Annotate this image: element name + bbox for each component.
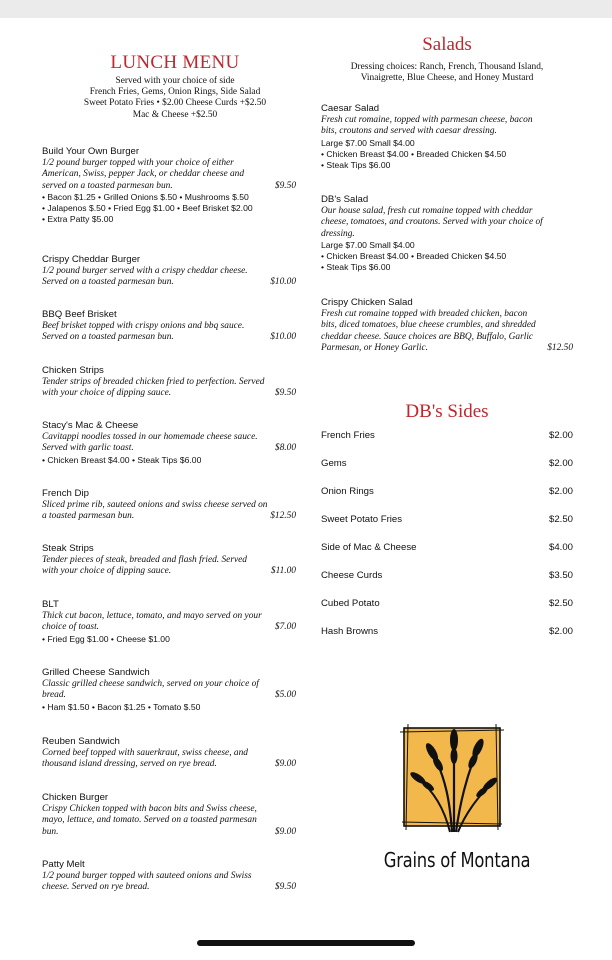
- item-desc-text: bread.: [42, 690, 66, 701]
- salad-item-dbs: [321, 194, 573, 274]
- item-desc: [42, 827, 296, 838]
- side-name: Cheese Curds: [321, 570, 383, 581]
- side-name: Side of Mac & Cheese: [321, 542, 417, 553]
- intro-line: Mac & Cheese +$2.50: [132, 109, 218, 120]
- item-desc-text: Served with garlic toast.: [42, 443, 134, 454]
- item-name: DB's Salad: [321, 194, 369, 205]
- item-desc: Corned beef topped with sauerkraut, swiss cheese, and: [42, 748, 248, 758]
- item-desc-text: a toasted parmesan bun.: [42, 511, 135, 522]
- item-desc: [42, 690, 296, 701]
- item-price: $12.50: [547, 342, 573, 353]
- item-name: French Dip: [42, 488, 89, 499]
- item-addons: • Steak Tips $6.00: [321, 262, 391, 273]
- intro-line: Served with your choice of side: [115, 76, 235, 86]
- item-price: $9.00: [274, 759, 296, 770]
- item-price: $12.50: [270, 511, 296, 522]
- top-status-bar: [0, 0, 612, 18]
- item-desc: [321, 343, 573, 354]
- home-indicator[interactable]: [197, 940, 415, 946]
- item-desc: [42, 181, 296, 192]
- wheat-logo-icon: [390, 708, 530, 838]
- item-desc: [42, 388, 296, 399]
- lunch-intro: [42, 76, 308, 121]
- item-desc: [42, 566, 296, 577]
- menu-item-steak-strips: [42, 543, 296, 578]
- item-desc: Cavitappi noodles tossed in our homemade cheese sauce.: [42, 432, 258, 442]
- item-desc: dressing.: [321, 228, 355, 239]
- menu-item-patty-melt: [42, 859, 296, 894]
- item-name: Grilled Cheese Sandwich: [42, 667, 150, 678]
- side-name: Sweet Potato Fries: [321, 514, 403, 525]
- item-addons: • Jalapenos $.50 • Fried Egg $1.00 • Beef Brisket $2.00: [42, 203, 253, 214]
- menu-item-crispy-cheddar-burger: [42, 254, 296, 289]
- item-desc: American, Swiss, pepper Jack, or cheddar cheese and: [42, 169, 245, 180]
- item-desc: bits, croutons and served with caesar dressing.: [321, 126, 497, 137]
- side-name: Cubed Potato: [321, 598, 380, 609]
- side-name: French Fries: [321, 430, 375, 441]
- salads-title: Salads: [422, 34, 472, 55]
- item-addons: • Ham $1.50 • Bacon $1.25 • Tomato $.50: [42, 701, 201, 712]
- side-name: Gems: [321, 458, 347, 469]
- side-name: Hash Browns: [321, 626, 379, 637]
- item-desc-text: choice of toast.: [42, 622, 100, 633]
- side-price: $2.50: [548, 598, 573, 609]
- item-desc: [42, 443, 296, 454]
- item-desc: 1/2 pound burger topped with sauteed onions and Swiss: [42, 871, 252, 881]
- item-desc: [42, 511, 296, 522]
- menu-item-reuben-sandwich: [42, 736, 296, 771]
- item-name: Chicken Burger: [42, 792, 109, 803]
- item-name: BLT: [42, 599, 59, 610]
- lunch-menu-title: LUNCH MENU: [110, 52, 240, 73]
- item-price: $5.00: [274, 690, 296, 701]
- item-name: Reuben Sandwich: [42, 736, 120, 747]
- item-price: $9.50: [274, 180, 296, 191]
- item-desc: Crispy Chicken topped with bacon bits and Swiss cheese,: [42, 804, 257, 814]
- item-price: $11.00: [270, 566, 296, 577]
- item-addons: • Chicken Breast $4.00 • Breaded Chicken $4.50: [321, 148, 507, 159]
- side-price: $2.00: [548, 626, 573, 637]
- item-desc: Fresh cut romaine topped with breaded chicken, bacon: [321, 309, 528, 319]
- side-price: $2.50: [548, 514, 573, 525]
- item-addons: • Chicken Breast $4.00 • Steak Tips $6.00: [42, 454, 202, 465]
- menu-item-stacys-mac-and-cheese: [42, 420, 296, 466]
- item-desc-text: Served on a toasted parmesan bun.: [42, 332, 174, 343]
- item-price: $9.50: [274, 882, 296, 893]
- item-desc-text: with your choice of dipping sauce.: [42, 566, 172, 577]
- item-desc-text: bun.: [42, 826, 59, 837]
- item-name: BBQ Beef Brisket: [42, 309, 117, 320]
- item-desc: [42, 882, 296, 893]
- brand-name: Grains of Montana: [383, 848, 531, 872]
- item-price: $10.00: [270, 277, 296, 288]
- item-desc-text: Served on a toasted parmesan bun.: [42, 277, 174, 288]
- item-name: Patty Melt: [42, 859, 85, 870]
- side-item: [321, 626, 573, 638]
- item-price: $9.00: [274, 826, 296, 837]
- item-addons: • Extra Patty $5.00: [42, 214, 114, 225]
- item-name: Crispy Chicken Salad: [321, 297, 413, 308]
- menu-item-grilled-cheese-sandwich: [42, 667, 296, 713]
- item-desc: [42, 332, 296, 343]
- item-name: Chicken Strips: [42, 365, 104, 376]
- menu-item-chicken-burger: [42, 792, 296, 838]
- item-addons: • Bacon $1.25 • Grilled Onions $.50 • Mushrooms $.50: [42, 191, 249, 202]
- item-desc-text: with your choice of dipping sauce.: [42, 388, 172, 399]
- item-desc-text: thousand island dressing, served on rye bread.: [42, 759, 217, 770]
- menu-item-french-dip: [42, 488, 296, 523]
- side-item: [321, 430, 573, 442]
- item-desc: Beef brisket topped with crispy onions and bbq sauce.: [42, 321, 245, 331]
- menu-item-chicken-strips: [42, 365, 296, 400]
- item-desc: 1/2 pound burger topped with your choice of either: [42, 158, 234, 168]
- item-addons: Large $7.00 Small $4.00: [321, 239, 415, 250]
- item-desc: Fresh cut romaine, topped with parmesan cheese, bacon: [321, 115, 533, 125]
- side-price: $2.00: [548, 430, 573, 441]
- item-desc: mayo, lettuce, and tomato. Served on a toasted parmesan: [42, 815, 257, 826]
- menu-item-bbq-beef-brisket: [42, 309, 296, 344]
- item-name: Caesar Salad: [321, 103, 380, 114]
- side-item: [321, 542, 573, 554]
- item-desc: Classic grilled cheese sandwich, served on your choice of: [42, 679, 259, 689]
- item-desc: [42, 622, 296, 633]
- item-desc: Thick cut bacon, lettuce, tomato, and mayo served on your: [42, 611, 262, 621]
- item-desc: cheese, tomatoes, and croutons. Served with your choice of: [321, 217, 543, 228]
- side-name: Onion Rings: [321, 486, 374, 497]
- menu-item-build-your-own-burger: [42, 146, 296, 226]
- dressing-line: Vinaigrette, Blue Cheese, and Honey Mustard: [360, 73, 534, 84]
- salad-item-crispy-chicken: [321, 297, 573, 354]
- dressing-line: Dressing choices: Ranch, French, Thousand Island,: [350, 62, 544, 72]
- side-price: $2.00: [548, 458, 573, 469]
- intro-line: French Fries, Gems, Onion Rings, Side Salad: [89, 87, 261, 98]
- item-addons: • Steak Tips $6.00: [321, 160, 391, 171]
- side-price: $2.00: [548, 486, 573, 497]
- item-desc: Tender pieces of steak, breaded and flash fried. Served: [42, 555, 247, 565]
- side-item: [321, 598, 573, 610]
- item-name: Build Your Own Burger: [42, 146, 140, 157]
- side-item: [321, 458, 573, 470]
- item-desc-text: cheese. Served on rye bread.: [42, 882, 150, 893]
- menu-item-blt: [42, 599, 296, 645]
- item-price: $10.00: [270, 332, 296, 343]
- side-item: [321, 514, 573, 526]
- item-price: $7.00: [274, 622, 296, 633]
- side-price: $3.50: [548, 570, 573, 581]
- item-addons: • Chicken Breast $4.00 • Breaded Chicken $4.50: [321, 251, 507, 262]
- item-desc: 1/2 pound burger served with a crispy cheddar cheese.: [42, 266, 248, 276]
- item-desc: Sliced prime rib, sauteed onions and swiss cheese served on: [42, 500, 268, 510]
- item-name: Crispy Cheddar Burger: [42, 254, 141, 265]
- item-desc: cheddar cheese. Sauce choices are BBQ, Buffalo, Garlic: [321, 331, 534, 342]
- side-item: [321, 570, 573, 582]
- item-desc: Tender strips of breaded chicken fried to perfection. Served: [42, 377, 265, 387]
- item-desc: bits, diced tomatoes, blue cheese crumbles, and shredded: [321, 320, 536, 331]
- item-addons: Large $7.00 Small $4.00: [321, 137, 415, 148]
- item-desc-text: served on a toasted parmesan bun.: [42, 180, 173, 191]
- side-item: [321, 486, 573, 498]
- item-name: Steak Strips: [42, 543, 94, 554]
- side-price: $4.00: [548, 542, 573, 553]
- salad-item-caesar: [321, 103, 573, 171]
- item-price: $9.50: [274, 388, 296, 399]
- item-desc: [42, 277, 296, 288]
- item-addons: • Fried Egg $1.00 • Cheese $1.00: [42, 633, 170, 644]
- sides-title: DB's Sides: [405, 401, 489, 422]
- item-desc: [42, 759, 296, 770]
- item-price: $8.00: [274, 443, 296, 454]
- item-name: Stacy's Mac & Cheese: [42, 420, 139, 431]
- dressing-choices: [320, 62, 574, 85]
- intro-line: Sweet Potato Fries • $2.00 Cheese Curds +$2.50: [83, 98, 267, 109]
- item-desc: Our house salad, fresh cut romaine topped with cheddar: [321, 206, 533, 216]
- item-desc-text: Parmesan, or Honey Garlic.: [321, 342, 429, 353]
